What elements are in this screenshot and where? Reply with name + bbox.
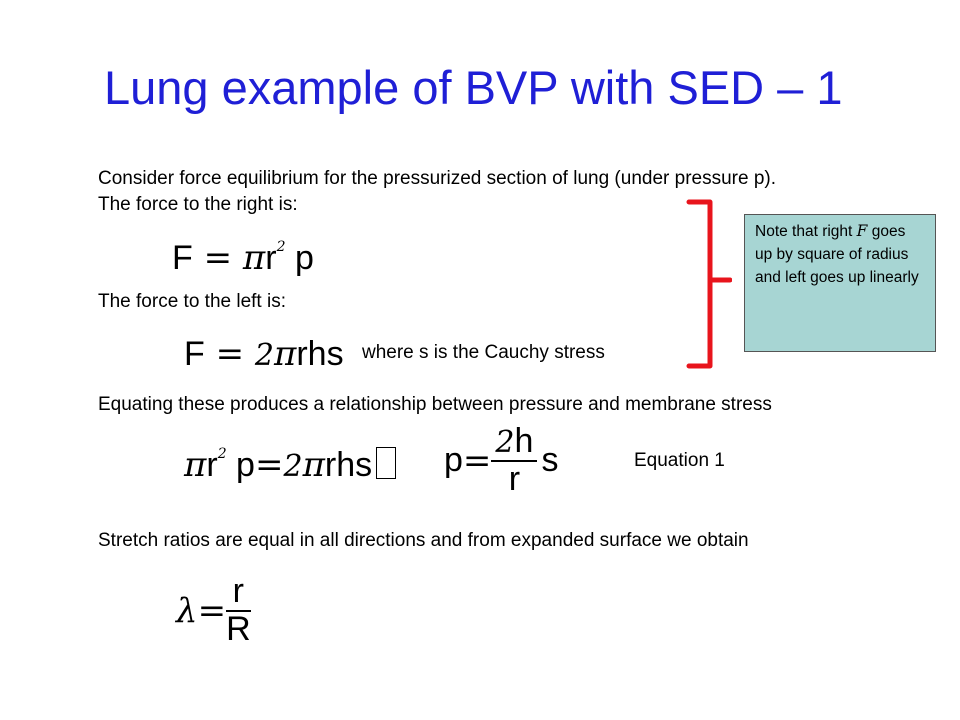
brace-icon — [686, 196, 732, 376]
note-box — [744, 214, 936, 352]
equation-label: Equation 1 — [634, 450, 725, 471]
intro-line-1: Consider force equilibrium for the pressurized section of lung (under pressure p). — [98, 168, 776, 189]
note-text-part1: Note that right — [755, 223, 857, 240]
equation-left-force: F = 2πrhs — [184, 334, 344, 374]
implies-icon — [376, 447, 396, 479]
equation-1: p= $\frac{2h}{r}$ s — [444, 422, 559, 498]
equating-text: Equating these produces a relationship between pressure and membrane stress — [98, 394, 772, 415]
note-text-part2: goes up by square of radius and left goes up linearly — [755, 223, 919, 286]
equation-stretch: λ= $\frac{r}{R}$ — [176, 572, 251, 648]
stretch-text: Stretch ratios are equal in all directions and from expanded surface we obtain — [98, 530, 749, 551]
left-force-label: The force to the left is: — [98, 291, 286, 312]
intro-line-2: The force to the right is: — [98, 194, 298, 215]
equation-right-force: $F = \pi r^2$ p — [172, 238, 314, 278]
slide-title: Lung example of BVP with SED – 1 — [104, 61, 843, 114]
note-variable-f: F — [856, 222, 868, 240]
cauchy-stress-note: where s is the Cauchy stress — [362, 342, 605, 363]
equation-equilibrium: $\pi r^2$ p=2πrhs — [184, 445, 373, 485]
